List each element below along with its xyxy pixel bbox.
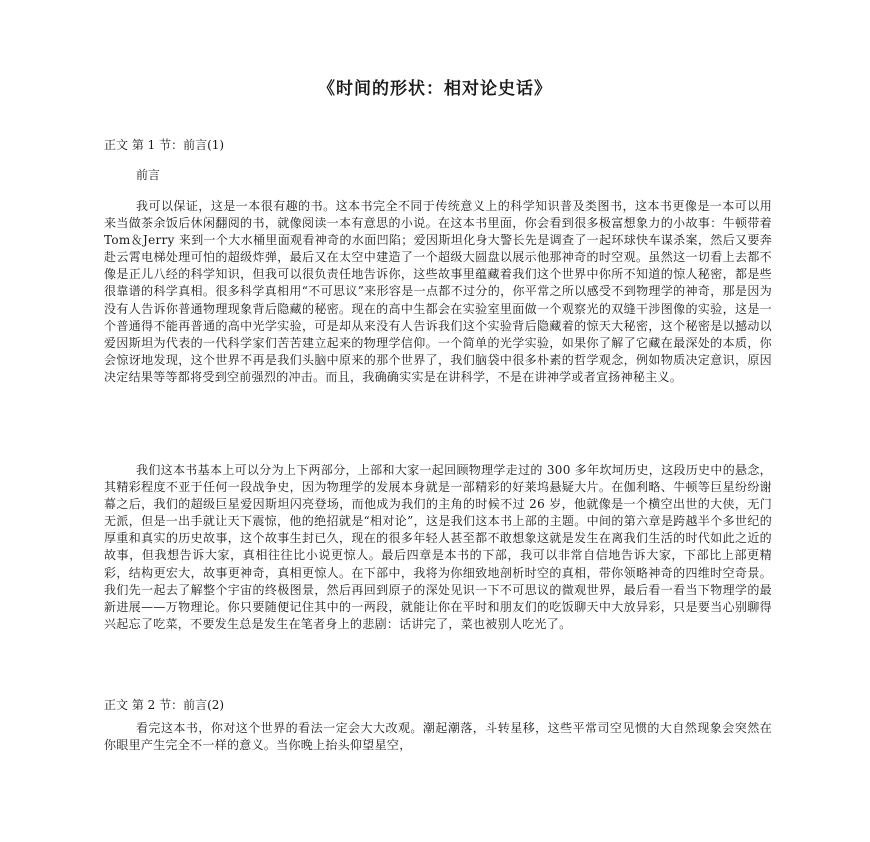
- document-title: 《时间的形状：相对论史话》: [318, 79, 552, 99]
- paragraph: 我们这本书基本上可以分为上下两部分，上部和大家一起回顾物理学走过的 300 多年坎坷历史，这段历史中的悬念，其精彩程度不亚于任何一段战争史，因为物理学的发展本身就是一部精彩的好莱坞悬疑大片。在伽利略、牛顿等巨星纷纷谢幕之后，我们的超级巨星爱因斯坦闪亮登场，而他成为我们的主角的时候不过 26 岁，他就像是一个横空出世的大侠，无门无派，但是一出手就让天下震惊，他的绝招就是“相对论”，这是我们这本书上部的主题。中间的第六章是跨越半个多世纪的厚重和真实的历史故事，这个故事生封已久，现在的很多年轻人甚至都不敢想象这就是发生在离我们生活的时代如此之近的故事，但我想告诉大家，真相往往比小说更惊人。最后四章是本书的下部，我可以非常自信地告诉大家，下部比上部更精彩，结构更宏大，故事更神奇，真相更惊人。在下部中，我将为你细致地剖析时空的真相，带你领略神奇的四维时空奇景。我们先一起去了解整个宇宙的终极图景，然后再回到原子的深处见识一下不可思议的微观世界，最后看一看当下物理学的最新进展——万物理论。你只要随便记住其中的一两段，就能让你在平时和朋友们的吃饭聊天中大放异彩，只是要当心别聊得兴起忘了吃菜，不要发生总是发生在笔者身上的悲剧：话讲完了，菜也被别人吃光了。: [104, 463, 772, 631]
- paragraph: 我可以保证，这是一本很有趣的书。这本书完全不同于传统意义上的科学知识普及类图书，这本书更像是一本可以用来当做茶余饭后休闲翻阅的书，就像阅读一本有意思的小说。在这本书里面，你会看到很多极富想象力的小故事：牛顿带着 Tom＆Jerry 来到一个大水桶里面观看神奇的水面凹陷；爱因斯坦化身大警长先是调查了一起环球快车谋杀案，然后又要奔赴云霄电梯处理可怕的超级炸弹，最后又在太空中建造了一个超级大圆盘以展示他那神奇的时空观。虽然这一切看上去都不像是正儿八经的科学知识，但我可以很负责任地告诉你，这些故事里蕴藏着我们这个世界中你所不知道的惊人秘密，都是些很靠谱的科学真相。很多科学真相用“不可思议”来形容是一点都不过分的，你平常之所以感受不到物理学的神奇，那是因为没有人告诉你普通物理现象背后隐藏的秘密。现在的高中生都会在实验室里面做一个观察光的双缝干涉图像的实验，这是一个普通得不能再普通的高中光学实验，可是却从来没有人告诉我们这个实验背后隐藏着的惊天大秘密，这个秘密是以撼动以爱因斯坦为代表的一代科学家们苦苦建立起来的物理学信仰。一个简单的光学实验，如果你了解了它藏在最深处的本质，你会惊讶地发现，这个世界不再是我们头脑中原来的那个世界了，我们脑袋中很多朴素的哲学观念，例如物质决定意识，原因决定结果等等都将受到空前强烈的冲击。而且，我确确实实是在讲科学，不是在讲神学或者宣扬神秘主义。: [104, 199, 772, 384]
- section-heading: 正文 第 1 节：前言(1): [104, 138, 225, 152]
- section-subheading: 前言: [136, 168, 161, 182]
- paragraph: 看完这本书，你对这个世界的看法一定会大大改观。潮起潮落，斗转星移，这些平常司空见惯的大自然现象会突然在你眼里产生完全不一样的意义。当你晚上抬头仰望星空，: [104, 721, 772, 753]
- section-heading: 正文 第 2 节：前言(2): [104, 698, 225, 712]
